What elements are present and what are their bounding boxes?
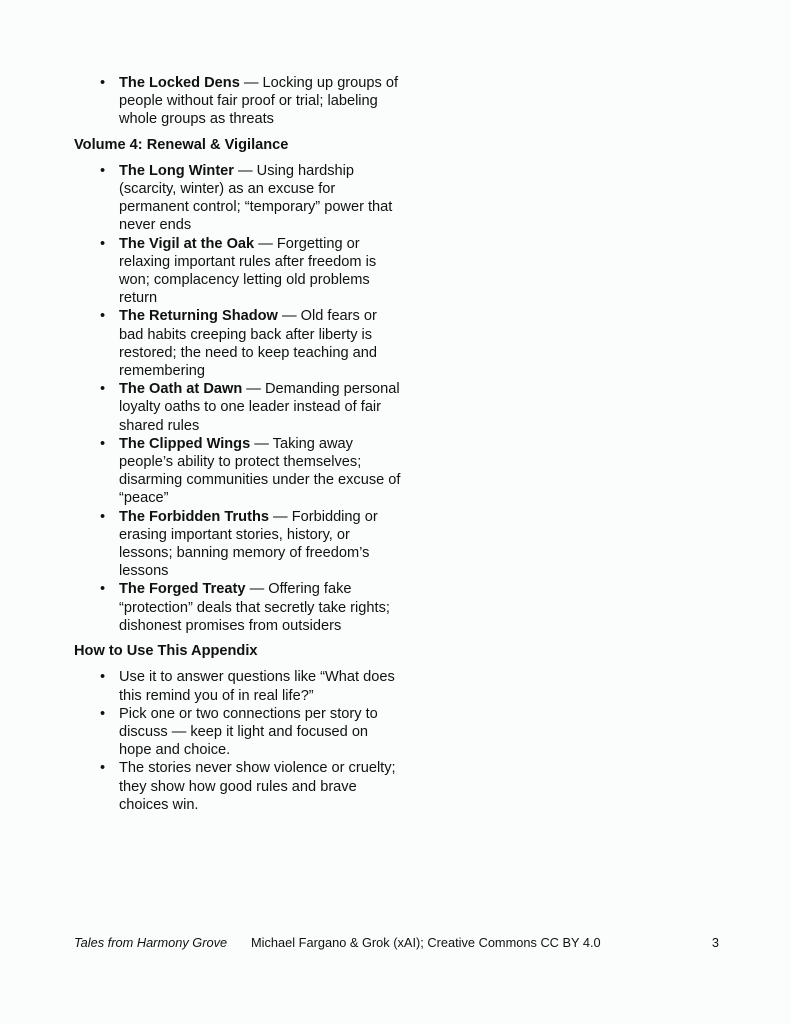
list-item: [74, 435, 404, 508]
appendix-list: [74, 668, 404, 814]
item-title: The Vigil at the Oak: [119, 235, 255, 252]
footer-credit: Michael Fargano & Grok (xAI); Creative Commons CC BY 4.0: [251, 935, 601, 950]
item-description: — Forgetting or relaxing important rules after freedom is won; complacency letting old problems return: [119, 235, 377, 307]
footer-book-title: Tales from Harmony Grove: [74, 935, 228, 950]
item-title: The Forbidden Truths: [119, 508, 269, 525]
list-item: [74, 74, 404, 129]
list-item: [74, 580, 404, 635]
item-title: The Locked Dens: [119, 75, 240, 91]
item-description: — Offering fake “protection” deals that secretly take rights; dishonest promises from outsiders: [119, 581, 390, 634]
list-item: [74, 162, 404, 235]
page-number: 3: [711, 935, 719, 950]
list-item: [74, 307, 404, 380]
item-description: — Using hardship (scarcity, winter) as an excuse for permanent control; “temporary” power that never ends: [119, 162, 393, 234]
volume-4-list: [74, 162, 404, 635]
list-item: • The stories never show violence or cruelty; they show how good rules and brave choices win.: [74, 759, 404, 814]
list-item: • Use it to answer questions like “What does this remind you of in real life?”: [74, 668, 404, 704]
list-item: [74, 380, 404, 435]
list-item: [74, 235, 404, 308]
item-title: The Returning Shadow: [119, 308, 278, 325]
item-title: The Long Winter: [119, 162, 234, 179]
section-heading-appendix: How to Use This Appendix: [74, 643, 258, 660]
item-description: — Forbidding or erasing important stories, history, or lessons; banning memory of freedom’s lessons: [119, 508, 378, 580]
section-heading-volume-4: Volume 4: Renewal & Vigilance: [74, 136, 289, 153]
item-title: The Clipped Wings: [119, 435, 251, 452]
page-content: [74, 74, 404, 814]
item-description: — Locking up groups of people without fair proof or trial; labeling whole groups as threats: [119, 75, 399, 128]
list-item: [74, 508, 404, 581]
page-footer: [74, 934, 719, 952]
item-title: The Forged Treaty: [119, 581, 246, 598]
item-description: — Old fears or bad habits creeping back after liberty is restored; the need to keep teaching and remembering: [119, 308, 378, 380]
item-title: The Oath at Dawn: [119, 381, 243, 398]
list-item: • Pick one or two connections per story to discuss — keep it light and focused on hope and choice.: [74, 705, 404, 760]
locked-dens-list: [74, 74, 404, 129]
item-description: — Taking away people’s ability to protect themselves; disarming communities under the excuse of “peace”: [119, 435, 401, 507]
item-description: — Demanding personal loyalty oaths to one leader instead of fair shared rules: [119, 381, 400, 434]
